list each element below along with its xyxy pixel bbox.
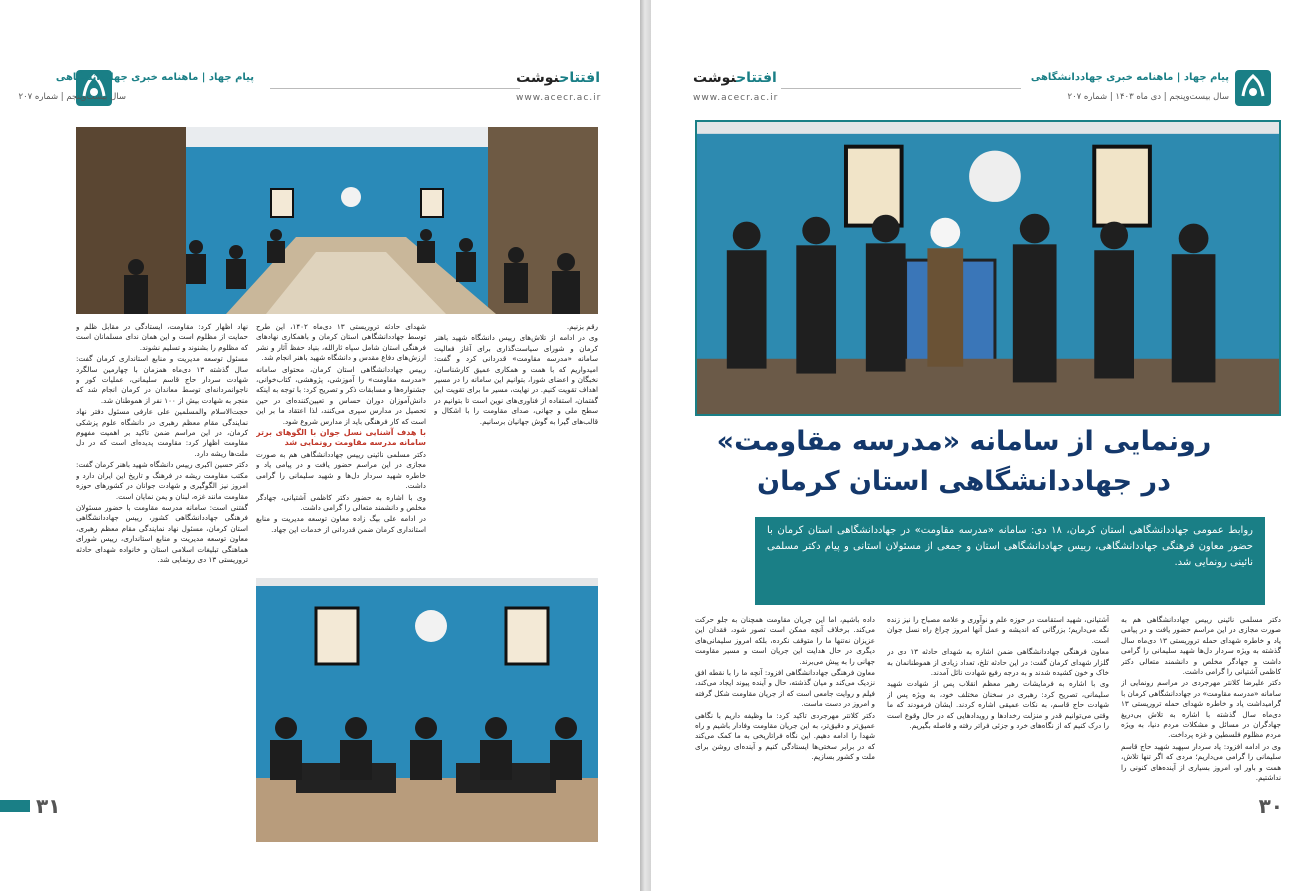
paragraph: وی در ادامه افزود: یاد سردار سپهبد شهید حاج قاسم سلیمانی را گرامی می‌داریم؛ مردی که اگر تنها تلاش، همت و باور او، امروز بسیاری از آینده‌های کنونی را نداشتیم. — [1121, 741, 1281, 783]
header-rule — [781, 88, 1021, 89]
left-page-header — [0, 68, 640, 108]
paragraph: گفتنی است: سامانه مدرسه مقاومت با حضور مسئولان فرهنگی جهاددانشگاهی کشور، رییس جهاددانشگاهی استان کرمان، مسئول نهاد نمایندگی مقام معظم رهبری، معاون توسعه مدیریت و منابع استانداری، رییس شورای هماهنگی تبلیغات اسلامی استان و خانواده شهدای حادثه تروریستی ۱۳ دی رونمایی شد. — [76, 502, 248, 564]
article-title-line-1: رونمایی از سامانه «مدرسه مقاومت» — [716, 426, 1212, 457]
publication-name: پیام جهاد | ماهنامه خبری جهاددانشگاهی — [55, 72, 254, 83]
right-page-header — [651, 68, 1293, 108]
left-text-column-2 — [256, 322, 426, 574]
article-lead: روابط عمومی جهاددانشگاهی استان کرمان، ۱۸ دی: سامانه «مدرسه مقاومت» در جهاددانشگاهی استان کرمان با حضور معاون فرهنگی جهاددانشگاهی، رییس جهاددانشگاهی استان و جمعی از مسئولان استانی و پیام دکتر مسلمی نائینی رونمایی شد. — [755, 517, 1265, 605]
unveiling-ceremony-photo — [697, 122, 1279, 414]
paragraph: در ادامه علی بیگ زاده معاون توسعه مدیریت و منابع استانداری کرمان ضمن قدردانی از خدمات این جهاد. — [256, 514, 426, 534]
page-number-bar — [0, 800, 30, 812]
hero-photo — [695, 120, 1281, 416]
section-title — [693, 70, 777, 86]
paragraph: وی با اشاره به حضور دکتر کاظمی آشتیانی، جهادگر مخلص و دانشمند متعالی را گرامی داشت. — [256, 492, 426, 512]
section-title — [516, 70, 600, 86]
paragraph: معاون فرهنگی جهاددانشگاهی ضمن اشاره به شهدای حادثه ۱۳ دی در گلزار شهدای کرمان گفت: در این حادثه تلخ، تعداد زیادی از هموطنانمان به خاک و خون کشیده شدند و به درجه رفیع شهادت نائل آمدند. — [887, 647, 1109, 678]
left-page — [0, 0, 640, 891]
paragraph: وی در ادامه از تلاش‌های رییس دانشگاه شهید باهنر کرمان و شورای سیاست‌گذاری برای آغاز فعالیت سامانه «مدرسه مقاومت» قدردانی کرد و گفت: امیدواریم که با همت و همکاری عمیق کارشناسان، نخبگان و اعضای شورا، بتوانیم این سامانه را در مسیر اهداف تقویت کنیم. در نهایت، مسیر ما برای تقویت این گفتمان، استفاده از فناوری‌های نوین است تا بتوانیم در سطح ملی و جهانی، صدای مقاومت را با اشکال و قالب‌های گیرا به گوش جهانیان برسانیم. — [434, 333, 598, 426]
paragraph: داده باشیم، اما این جریان مقاومت همچنان به جلو حرکت می‌کند. برخلاف آنچه ممکن است تصور شود، فقدان این عزیزان نه‌تنها ما را متوقف نکرده، بلکه امروز سلیمانی‌های دیگری در حال هدایت این جریان است و مسیر مقاومت جهانی را به پیش می‌برند. — [695, 615, 875, 666]
right-text-column-1 — [1121, 615, 1281, 847]
section-title-a: افتتاح — [736, 70, 777, 86]
right-text-column-2 — [887, 615, 1109, 847]
publication-name: پیام جهاد | ماهنامه خبری جهاددانشگاهی — [1030, 72, 1229, 83]
head-table-photo — [256, 578, 598, 842]
paragraph: رقم بزنیم. — [566, 322, 598, 331]
meeting-photo — [76, 127, 598, 314]
paragraph: رییس جهاددانشگاهی استان کرمان، محتوای سامانه «مدرسه مقاومت» را آموزشی، پژوهشی، کتاب‌خوانی، جشنواره‌ها و مسابقات ذکر و تصریح کرد: با توجه به اینکه دانش‌آموزان دوران حساس و تعیین‌کننده‌ای در حین تحصیل در مدارس سپری می‌کنند، لذا اعتقاد ما بر این است که کار فرهنگی باید از مدارس شروع شود. — [256, 364, 426, 426]
issue-info: سال بیست‌وپنجم | دی ماه ۱۴۰۳ | شماره ۲۰۷ — [1067, 92, 1229, 102]
article-subheading: با هدف آشنایی نسل جوان با الگوهای برتر سامانه مدرسه مقاومت رونمایی شد — [256, 428, 426, 448]
paragraph: دکتر علیرضا کلانتر مهرجردی در مراسم رونمایی از سامانه «مدرسه مقاومت» در جهاددانشگاهی کرمان با گرامیداشت یاد و خاطره شهدای حمله تروریستی ۱۳ دی‌ماه سال گذشته با اشاره به تلاش بی‌دریغ جهادگران در مسائل و مشکلات مردم دنیا، به ویژه مردم مظلوم فلسطین و غزه پرداخت. — [1121, 678, 1281, 740]
paragraph: دکتر مسلمی نائینی رییس جهاددانشگاهی هم به صورت مجازی در این مراسم حضور یافت و در پیامی یاد و خاطره شهید سردار دل‌ها و شهید سلیمانی را گرامی داشت. — [256, 449, 426, 491]
section-title-b: نوشت — [516, 70, 560, 86]
paragraph: دکتر کلانتر مهرجردی تاکید کرد: ما وظیفه داریم با نگاهی عمیق‌تر و دقیق‌تر، به این جریان مقاومت وفادار باشیم و راه شهدا را ادامه دهیم. این نگاه فراتاریخی به ما کمک می‌کند که در برابر سختی‌ها ایستادگی کنیم و آینده‌ای روشن برای ملت و کشور بسازیم. — [695, 710, 875, 762]
page-number-right: ۳۰ — [1258, 794, 1283, 818]
paragraph: شهدای حادثه تروریستی ۱۳ دی‌ماه ۱۴۰۲، این طرح توسط جهاددانشگاهی استان کرمان و باهمکاری نهادهای فرهنگی استان شامل سپاه ثارالله، بنیاد حفظ آثار و نشر ارزش‌های دفاع مقدس و دانشگاه شهید باهنر انجام شد. — [256, 322, 426, 363]
issue-info: سال بیست‌وپنجم | شماره ۲۰۷ — [18, 92, 126, 102]
left-text-column-1 — [434, 322, 598, 574]
website-url[interactable]: www.acecr.ac.ir — [693, 93, 779, 103]
paragraph: حجت‌الاسلام والمسلمین علی عارفی مسئول دفتر نهاد نمایندگی مقام معظم رهبری در دانشگاه علوم پزشکی کرمان، در این مراسم ضمن تاکید بر اهمیت مفهوم مقاومت اظهار کرد: مقاومت پدیده‌ای است که در دل ملت‌ها ریشه دارد. — [76, 407, 248, 458]
panel-photo — [256, 578, 598, 842]
section-title-a: افتتاح — [559, 70, 600, 86]
paragraph: دکتر مسلمی نائینی رییس جهاددانشگاهی هم به صورت مجازی در این مراسم حضور یافت و در پیامی یاد و خاطره شهدای حمله تروریستی ۱۳ دی‌ماه سال گذشته به ویژه سردار دل‌ها شهید سلیمانی را گرامی داشت و جهادگر مخلص و دانشمند متعالی دکتر کاظمی آشتیانی را گرامی داشت. — [1121, 615, 1281, 677]
paragraph: وی با اشاره به فرمایشات رهبر معظم انقلاب پس از شهادت شهید سلیمانی، تصریح کرد: رهبری در سخنان مختلف خود، به ویژه پس از شهادت حاج قاسم، به نکات عمیقی اشاره کردند. ایشان فرمودند که ما وقتی می‌توانیم قدر و منزلت رخدادها و رویدادهایی که در حال وقوع است را درک کنیم که از نگاه‌های خرد و جزئی فراتر رفته و فاصله بگیریم. — [887, 679, 1109, 731]
right-page — [651, 0, 1293, 891]
article-title-line-2: در جهاددانشگاهی استان کرمان — [757, 466, 1171, 497]
paragraph: دکتر حسین اکبری رییس دانشگاه شهید باهنر کرمان گفت: مکتب مقاومت ریشه در فرهنگ و تاریخ این ایران دارد و امروز نیز الگوگیری و شهادت جوانان در کشورهای حوزه مقاومت مانند غزه، لبنان و یمن نمایان است. — [76, 460, 248, 501]
left-text-column-3 — [76, 322, 248, 842]
jahad-logo-icon — [1235, 70, 1271, 106]
paragraph: آشتیانی، شهید استقامت در حوزه علم و نوآوری و علامه مصباح را نیز زنده نگه می‌داریم؛ بزرگانی که اندیشه و عمل آنها امروز چراغ راه نسل جوان است. — [887, 615, 1109, 645]
section-title-b: نوشت — [693, 70, 737, 86]
spine-gutter — [640, 0, 651, 891]
paragraph: مسئول توسعه مدیریت و منابع استانداری کرمان گفت: سال گذشته ۱۳ دی‌ماه همزمان با چهارمین سالگرد شهادت سردار حاج قاسم سلیمانی، عملیات کور و ناجوانمردانه‌ای توسط معاندان در کرمان انجام شد که منجر به شهادت بیش از ۱۰۰ نفر از هموطنان شد. — [76, 354, 248, 405]
page-number-left: ۳۱ — [36, 794, 61, 818]
right-text-column-3 — [695, 615, 875, 847]
header-rule — [270, 88, 520, 89]
paragraph: معاون فرهنگی جهاددانشگاهی افزود: آنچه ما را با نقطه افق نزدیک می‌کند و میان گذشته، حال و آینده پیوند ایجاد می‌کند، فیلم و روایت جامعی است که از جریان مقاومت شکل گرفته و امروز در دست ماست. — [695, 668, 875, 709]
conference-room-photo — [76, 127, 598, 314]
article-title — [669, 422, 1259, 502]
paragraph: نهاد اظهار کرد: مقاومت، ایستادگی در مقابل ظلم و حمایت از مظلوم است و این همان ندای مسلمانان است که مظلوم را بشنوند و تسلیم نشوند. — [76, 322, 248, 352]
website-url[interactable]: www.acecr.ac.ir — [516, 93, 602, 103]
